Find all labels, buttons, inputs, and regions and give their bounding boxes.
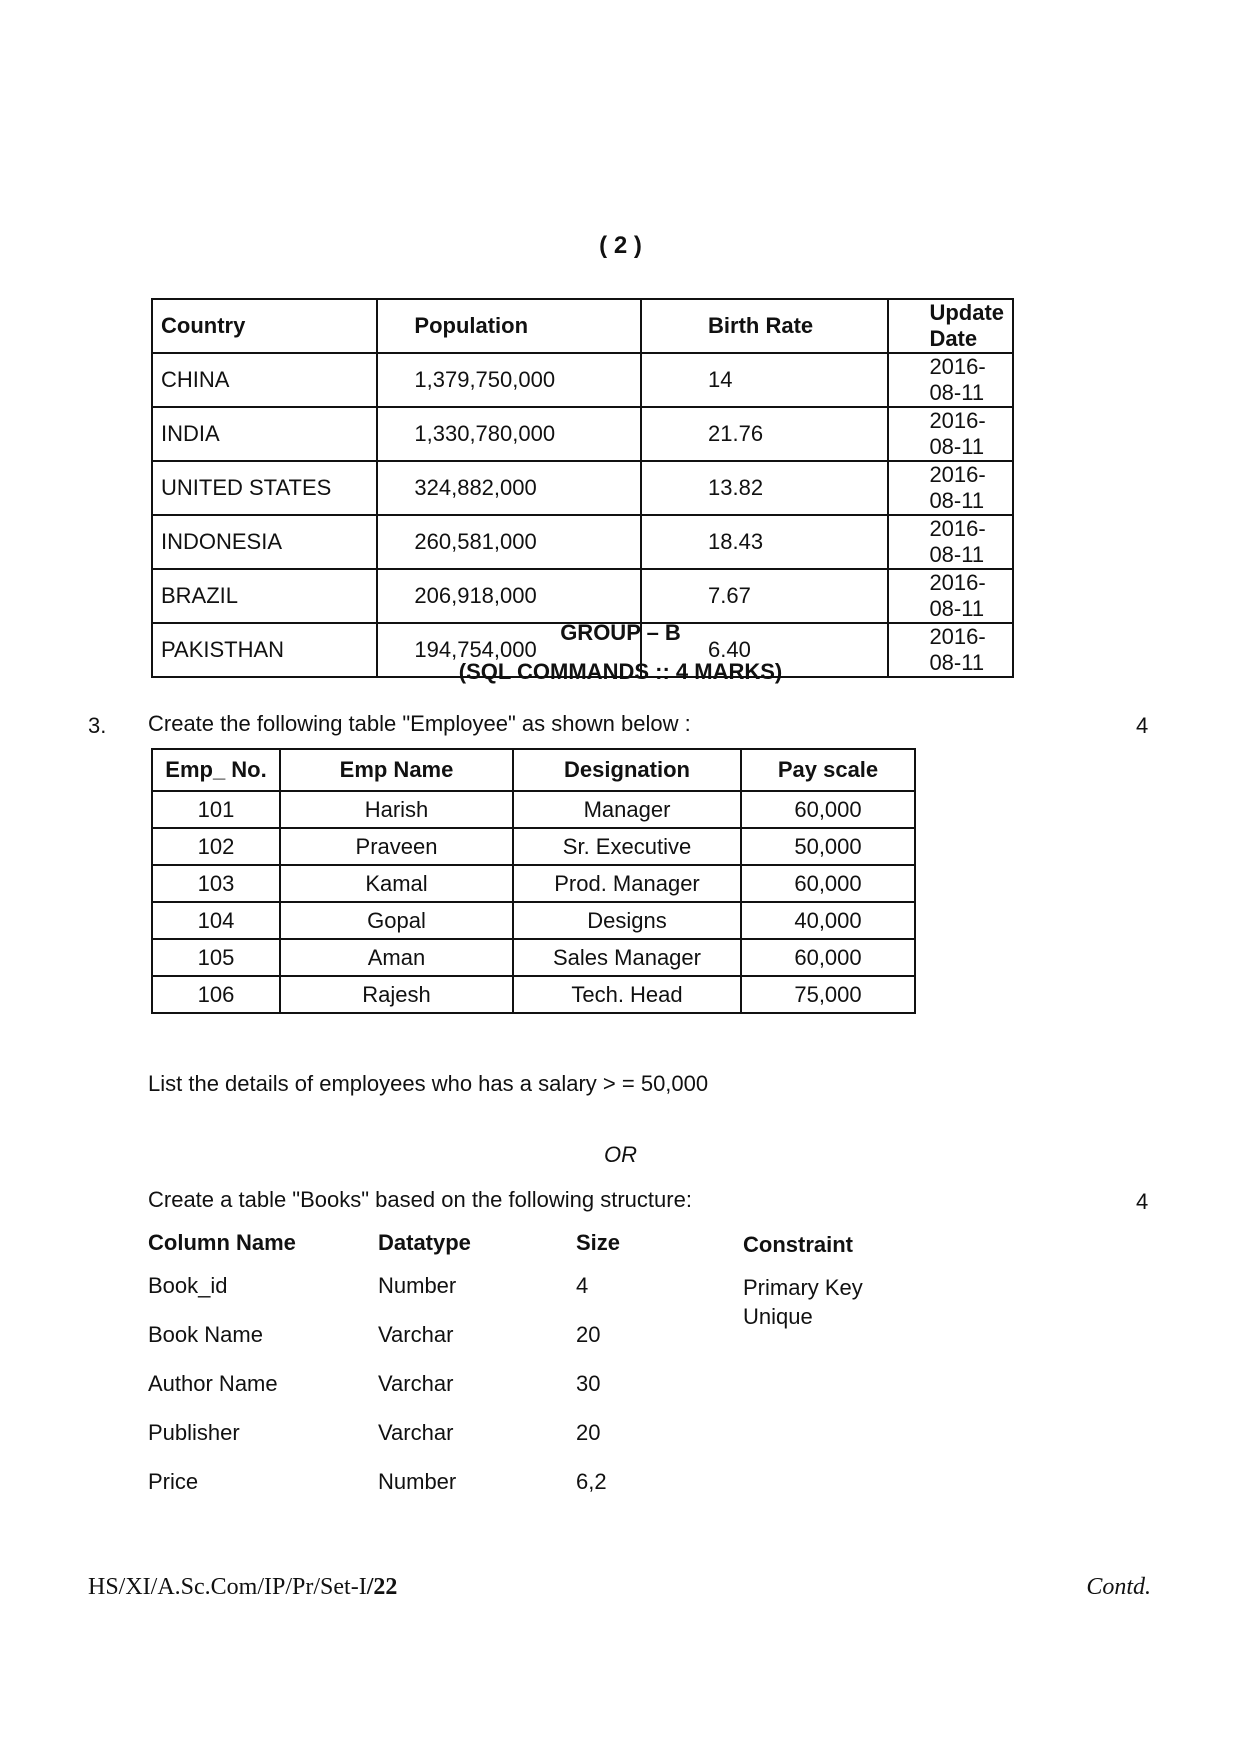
table-cell: 7.67 xyxy=(641,569,888,623)
books-size: 6,2 xyxy=(576,1469,607,1494)
table-cell: 14 xyxy=(641,353,888,407)
table-cell: 260,581,000 xyxy=(377,515,641,569)
table-cell: Aman xyxy=(280,939,513,976)
table-header-row xyxy=(152,749,915,791)
table-cell: 2016-08-11 xyxy=(888,515,1013,569)
table-row xyxy=(152,828,915,865)
books-constraint-unique: Unique xyxy=(743,1304,813,1329)
column-header: Datatype xyxy=(378,1230,471,1255)
table-cell: 18.43 xyxy=(641,515,888,569)
books-header-row xyxy=(148,1230,908,1273)
table-cell: Sr. Executive xyxy=(513,828,741,865)
column-header: Column Name xyxy=(148,1230,296,1255)
books-datatype: Varchar xyxy=(378,1322,454,1347)
books-datatype: Number xyxy=(378,1469,457,1494)
employee-table xyxy=(151,748,916,1014)
column-header: Size xyxy=(576,1230,621,1255)
books-row xyxy=(148,1273,908,1329)
table-cell: 1,330,780,000 xyxy=(377,407,641,461)
column-header: Pay scale xyxy=(741,749,915,791)
table-cell: Designs xyxy=(513,902,741,939)
books-column-name: Price xyxy=(148,1469,199,1494)
table-cell: 40,000 xyxy=(741,902,915,939)
column-header: Emp_ No. xyxy=(152,749,280,791)
table-cell: 2016-08-11 xyxy=(888,623,1013,677)
table-row xyxy=(152,407,1013,461)
table-row xyxy=(152,353,1013,407)
table-cell: 194,754,000 xyxy=(377,623,641,677)
books-datatype: Number xyxy=(378,1273,457,1298)
table-cell: Harish xyxy=(280,791,513,828)
table-cell: 2016-08-11 xyxy=(888,353,1013,407)
books-datatype: Varchar xyxy=(378,1420,454,1445)
table-cell: UNITED STATES xyxy=(152,461,377,515)
table-row xyxy=(152,461,1013,515)
table-cell: Gopal xyxy=(280,902,513,939)
table-cell: 106 xyxy=(152,976,280,1013)
books-structure xyxy=(148,1230,908,1518)
table-cell: 2016-08-11 xyxy=(888,407,1013,461)
table-cell: 75,000 xyxy=(741,976,915,1013)
column-header: Country xyxy=(152,299,377,353)
table-cell: Rajesh xyxy=(280,976,513,1013)
books-column-name: Author Name xyxy=(148,1371,278,1396)
books-row xyxy=(148,1420,908,1469)
list-instruction: List the details of employees who has a salary > = 50,000 xyxy=(148,1071,709,1096)
paper-code-prefix: HS/XI/A.Sc.Com/IP/Pr/Set-I xyxy=(88,1574,367,1600)
books-size: 20 xyxy=(576,1322,601,1347)
table-cell: 60,000 xyxy=(741,939,915,976)
paper-code-suffix: /22 xyxy=(366,1574,398,1600)
table-row xyxy=(152,865,915,902)
table-cell: Manager xyxy=(513,791,741,828)
alternate-question-text: Create a table "Books" based on the following structure: xyxy=(148,1187,692,1212)
table-cell: 105 xyxy=(152,939,280,976)
table-row xyxy=(152,791,915,828)
table-cell: INDONESIA xyxy=(152,515,377,569)
table-row xyxy=(152,976,915,1013)
question-number: 3. xyxy=(88,713,107,738)
table-header-row xyxy=(152,299,1013,353)
table-cell: BRAZIL xyxy=(152,569,377,623)
table-cell: 103 xyxy=(152,865,280,902)
table-cell: Prod. Manager xyxy=(513,865,741,902)
page-number: ( 2 ) xyxy=(599,232,642,259)
table-cell: 2016-08-11 xyxy=(888,461,1013,515)
column-header: Emp Name xyxy=(280,749,513,791)
table-row xyxy=(152,939,915,976)
table-cell: 1,379,750,000 xyxy=(377,353,641,407)
paper-code xyxy=(88,1574,397,1601)
table-cell: Sales Manager xyxy=(513,939,741,976)
column-header: Birth Rate xyxy=(641,299,888,353)
table-row xyxy=(152,902,915,939)
table-cell: 206,918,000 xyxy=(377,569,641,623)
table-cell: 101 xyxy=(152,791,280,828)
books-row xyxy=(148,1371,908,1420)
books-size: 20 xyxy=(576,1420,601,1445)
books-row xyxy=(148,1322,908,1371)
table-cell: 324,882,000 xyxy=(377,461,641,515)
table-cell: 13.82 xyxy=(641,461,888,515)
books-constraint-primary: Primary Key xyxy=(743,1275,863,1300)
table-cell: Tech. Head xyxy=(513,976,741,1013)
group-heading: GROUP – B xyxy=(560,620,681,645)
table-cell: PAKISTHAN xyxy=(152,623,377,677)
table-cell: 2016-08-11 xyxy=(888,569,1013,623)
alternate-question-marks: 4 xyxy=(1136,1189,1149,1214)
column-header: Update Date xyxy=(888,299,1013,353)
group-subheading: (SQL COMMANDS :: 4 MARKS) xyxy=(458,659,783,684)
question-marks: 4 xyxy=(1136,713,1149,738)
books-datatype: Varchar xyxy=(378,1371,454,1396)
question-text: Create the following table "Employee" as shown below : xyxy=(148,711,691,736)
books-row xyxy=(148,1469,908,1518)
continued-label: Contd. xyxy=(1086,1574,1151,1600)
books-column-name: Book Name xyxy=(148,1322,263,1347)
table-cell: 21.76 xyxy=(641,407,888,461)
table-row xyxy=(152,515,1013,569)
table-cell: CHINA xyxy=(152,353,377,407)
books-column-name: Book_id xyxy=(148,1273,228,1298)
table-cell: 104 xyxy=(152,902,280,939)
column-header: Designation xyxy=(513,749,741,791)
table-cell: Praveen xyxy=(280,828,513,865)
table-cell: 60,000 xyxy=(741,791,915,828)
books-size: 4 xyxy=(576,1273,589,1298)
books-column-name: Publisher xyxy=(148,1420,240,1445)
table-cell: 102 xyxy=(152,828,280,865)
column-header: Constraint xyxy=(743,1232,853,1257)
table-cell: Kamal xyxy=(280,865,513,902)
table-cell: INDIA xyxy=(152,407,377,461)
books-size: 30 xyxy=(576,1371,601,1396)
table-cell: 6.40 xyxy=(641,623,888,677)
table-row xyxy=(152,569,1013,623)
table-cell: 60,000 xyxy=(741,865,915,902)
table-cell: 50,000 xyxy=(741,828,915,865)
or-separator: OR xyxy=(604,1142,637,1167)
column-header: Population xyxy=(377,299,641,353)
